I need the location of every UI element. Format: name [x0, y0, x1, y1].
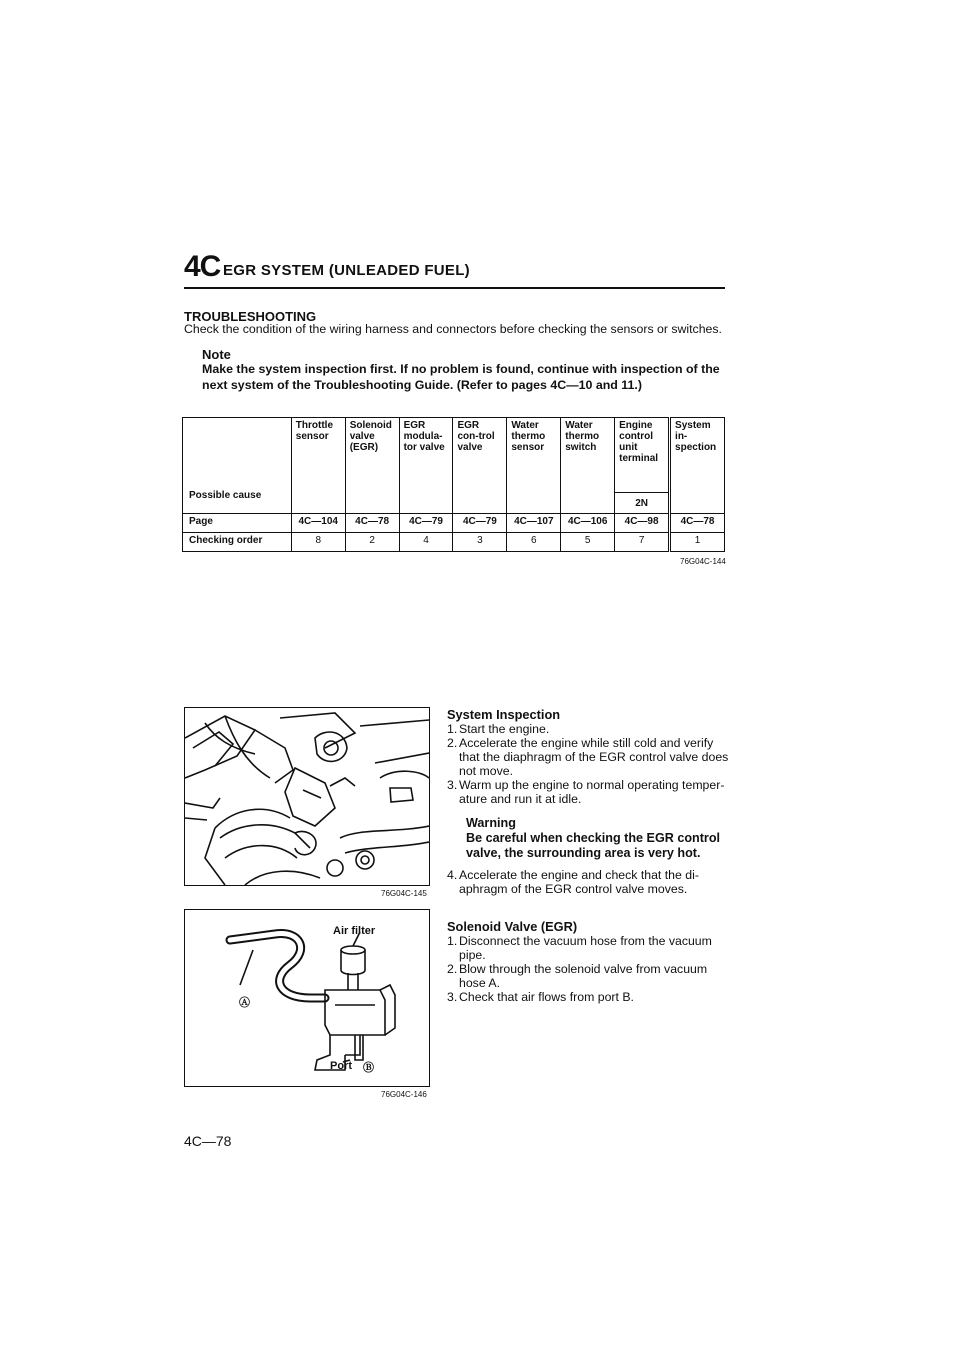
note-title: Note: [202, 347, 231, 362]
page-title: EGR SYSTEM (UNLEADED FUEL): [223, 262, 470, 279]
system-inspection-section: [447, 708, 729, 806]
list-item: 1. Start the engine.: [447, 722, 550, 736]
system-inspection-title: System Inspection: [447, 707, 561, 722]
troubleshooting-intro: Check the condition of the wiring harness and connectors before checking the sensors or switches.: [184, 322, 722, 336]
page-row-label: Page: [183, 514, 292, 533]
page-cell: 4C—107: [507, 514, 561, 533]
list-item: 2. Accelerate the engine while still cold and verify that the diaphragm of the EGR control valve does not move.: [447, 736, 729, 778]
solenoid-valve-title: Solenoid Valve (EGR): [447, 919, 578, 934]
col-water-thermo-sensor: Water thermo sensor: [507, 418, 561, 514]
col-engine-control-unit: Engine control unit terminal: [615, 418, 670, 493]
col-egr-control-valve: EGR con-trol valve: [453, 418, 507, 514]
list-item: 3. Warm up the engine to normal operating temper-ature and run it at idle.: [447, 778, 725, 806]
port-b-marker: Ⓑ: [363, 1062, 374, 1074]
hose-a-marker: Ⓐ: [239, 997, 250, 1009]
figure-code-146: 76G04C-146: [381, 1090, 427, 1099]
order-cell: 1: [670, 533, 725, 552]
page-cell: 4C—79: [453, 514, 507, 533]
egr-valve-illustration: [184, 707, 430, 886]
air-filter-label: Air filter: [333, 925, 376, 937]
page-cell: 4C—79: [399, 514, 453, 533]
solenoid-valve-section: [447, 920, 729, 1004]
list-item: 3. Check that air flows from port B.: [447, 990, 634, 1004]
order-cell: 8: [291, 533, 345, 552]
port-label: Port: [330, 1060, 352, 1072]
header-rule: [184, 287, 725, 289]
possible-cause-header: Possible cause: [183, 418, 292, 514]
order-cell: 2: [345, 533, 399, 552]
col-water-thermo-switch: Water thermo switch: [561, 418, 615, 514]
order-cell: 5: [561, 533, 615, 552]
page-cell: 4C—106: [561, 514, 615, 533]
list-item: 4. Accelerate the engine and check that the di-aphragm of the EGR control valve moves.: [447, 868, 699, 896]
page-cell: 4C—78: [670, 514, 725, 533]
troubleshooting-table: [182, 417, 725, 552]
col-solenoid-valve: Solenoid valve (EGR): [345, 418, 399, 514]
engine-sub-terminal: 2N: [615, 493, 670, 514]
note-body: Make the system inspection first. If no problem is found, continue with inspection of the next system of the Troubleshooting Guide. (Refer to pages 4C—10 and 11.): [202, 362, 720, 392]
system-inspection-step4: [447, 868, 729, 896]
warning-body: Be careful when checking the EGR control valve, the surrounding area is very hot.: [466, 831, 721, 860]
page-cell: 4C—98: [615, 514, 670, 533]
troubleshooting-title: TROUBLESHOOTING: [184, 309, 317, 324]
order-row-label: Checking order: [183, 533, 292, 552]
warning-block: [466, 816, 732, 861]
order-cell: 4: [399, 533, 453, 552]
order-cell: 3: [453, 533, 507, 552]
page-cell: 4C—78: [345, 514, 399, 533]
engine-hand-drawing: [185, 708, 429, 885]
col-system-inspection: System in-spection: [670, 418, 725, 514]
list-item: 2. Blow through the solenoid valve from vacuum hose A.: [447, 962, 708, 990]
warning-title: Warning: [466, 816, 516, 830]
table-figure-code: 76G04C-144: [680, 557, 726, 566]
figure-code-145: 76G04C-145: [381, 889, 427, 898]
col-throttle-sensor: Throttle sensor: [291, 418, 345, 514]
order-cell: 7: [615, 533, 670, 552]
page-cell: 4C—104: [291, 514, 345, 533]
solenoid-valve-drawing: [185, 910, 429, 1086]
solenoid-valve-illustration: [184, 909, 430, 1087]
list-item: 1. Disconnect the vacuum hose from the vacuum pipe.: [447, 934, 712, 962]
page-number: 4C—78: [184, 1133, 232, 1149]
col-egr-modulator-valve: EGR modula-tor valve: [399, 418, 453, 514]
section-code: 4C: [184, 250, 221, 283]
order-cell: 6: [507, 533, 561, 552]
